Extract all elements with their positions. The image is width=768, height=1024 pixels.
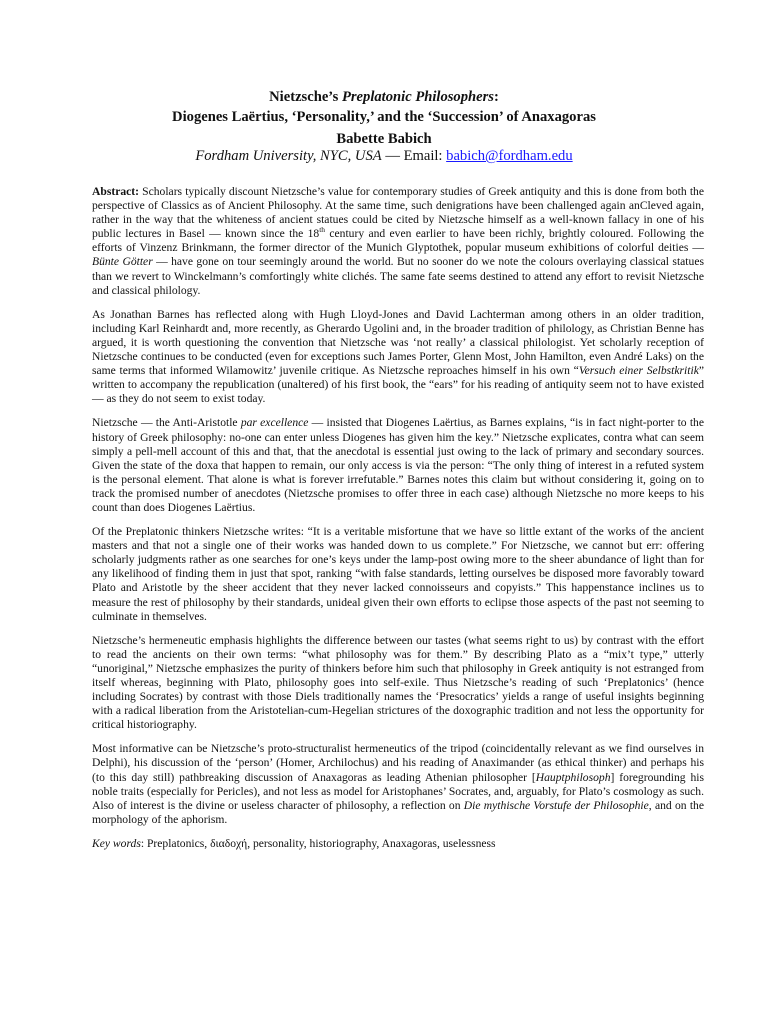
abstract-paragraph-2	[92, 308, 704, 407]
title-book-name: Preplatonic Philosophers	[341, 89, 494, 105]
author-affiliation	[60, 146, 708, 166]
italic-term: Versuch einer Selbstkritik	[578, 364, 699, 378]
abstract-paragraph-5: Nietzsche’s hermeneutic emphasis highlights the difference between our tastes (what seems right to us) by contrast with the effort to read the ancients on their own terms: “what philosophy was for them.” By describing Plato as a “mix’t type,” utterly “unoriginal,” Nietzsche emphasizes the purity of thinkers before him such that philosophy in Greek antiquity is not estranged from itself whereas, beginning with Plato, philosophy goes into self-exile. Thus Nietzsche’s reading of such ‘Preplatonics’ (hence including Socrates) by contrast with those Diels traditionally names the ‘Presocratics’ yields a range of useful insights beginning with a radical liberation from the Aristotelian-cum-Hegelian strictures of the doxographic tradition and not less the opportunity for critical historiography.	[92, 633, 704, 732]
italic-term: Die mythische Vorstufe der Philosophie	[463, 798, 649, 812]
abstract-label: Abstract:	[92, 185, 140, 198]
email-prefix: — Email:	[381, 148, 447, 164]
italic-term: Hauptphilosoph	[535, 770, 611, 784]
keywords-line	[92, 837, 704, 851]
abstract-text: Most informative can be Nietzsche’s proto-structuralist hermeneutics of the tripod (coincidentally relevant as we find ourselves in Delphi), his discussion of the ‘person’ (Homer, Archilochus) and his reading of Anaximander (as ethical thinker) and perhaps his (to this day still) pathbreaking discussion of Anaxagoras as leading Athenian philosopher [	[92, 742, 704, 784]
abstract-text: , and on the morphology of the aphorism.	[92, 798, 704, 826]
abstract-text: Nietzsche — the Anti-Aristotle	[92, 416, 241, 430]
paper-title	[60, 87, 708, 127]
superscript-th: th	[319, 225, 326, 235]
title-line-1	[60, 87, 708, 107]
title-line-2: Diogenes Laërtius, ‘Personality,’ and the ‘Succession’ of Anaxagoras	[172, 109, 596, 125]
title-colon: :	[493, 89, 499, 105]
keywords-label: Key words	[92, 836, 141, 850]
abstract-paragraph-4: Of the Preplatonic thinkers Nietzsche writes: “It is a veritable misfortune that we have so little extant of the works of the ancient masters and that not a single one of their works was handed down to us complete.” For Nietzsche, we cannot but err: offering scholarly judgments rather as one searches for one’s keys under the lamp-post owing more to the sheer abundance of light than for any likelihood of finding them in just that spot, ranking “with false standards, letting ourselves be disposed more favorably toward Plato and Aristotle by the sheer accident that they never lacked connoisseurs and copyists.” This happenstance inclines us to measure the rest of philosophy by their standards, unideal given their own efforts to eclipse those aspects of the past not seeming to culminate in themselves.	[92, 525, 704, 623]
abstract-text: ” written to accompany the republication (unaltered) of his first book, the “ears” for his reading of antiquity seem not to have existed — as they do not seem to exist today.	[92, 364, 705, 406]
author-name: Babette Babich	[336, 131, 432, 147]
italic-term: par excellence	[240, 416, 309, 430]
abstract-text: century and even earlier to have been richly, brightly coloured. Following the efforts of Vinzenz Brinkmann, the former director of the Munich Glyptothek, popular museum exhibitions of colorful deities —	[92, 227, 704, 255]
abstract-body	[92, 185, 704, 861]
abstract-paragraph-6	[92, 742, 704, 827]
institution: Fordham University, NYC, USA	[195, 148, 382, 164]
abstract-paragraph-1	[92, 185, 704, 298]
email-link[interactable]: babich@fordham.edu	[446, 148, 573, 164]
title-author-possessive: Nietzsche’s	[269, 89, 342, 105]
abstract-text: As Jonathan Barnes has reflected along with Hugh Lloyd-Jones and David Lachterman among others in an older tradition, including Karl Reinhardt and, more recently, as Gherardo Ugolini and, in the broader tradition of philology, as Christian Benne has argued, it is worth questioning the convention that Nietzsche was ‘not really’ a classical philologist. Yet scholarly reception of Nietzsche continues to be conducted (even for exceptions such James Porter, Glenn Most, John Hamilton, even André Laks) on the same terms that informed Wilamowitz’ juvenile critique. As Nietzsche reproaches himself in his own “	[92, 307, 704, 378]
keywords-list: : Preplatonics, διαδοχή, personality, historiography, Anaxagoras, uselessness	[140, 836, 496, 850]
abstract-text: Scholars typically discount Nietzsche’s value for contemporary studies of Greek antiquity and this is done from both the perspective of Classics as of Ancient Philosophy. At the same time, such denigrations have been challenged again anCleved again, rather in the way that the whiteness of ancient statues could be cited by Nietzsche himself as a well-known fallacy in one of his public lectures in Basel — known since the 18	[92, 185, 704, 241]
abstract-text: ] foregrounding his noble traits (especially for Pericles), and not less as model for Aristophanes’ Socrates, and, arguably, for Plato’s cosmology as such. Also of interest is the divine or useless character of philosophy, a reflection on	[92, 770, 704, 812]
italic-term: Bünte Götter	[92, 255, 153, 269]
abstract-text: — insisted that Diogenes Laërtius, as Barnes explains, “is in fact night-porter to the history of Greek philosophy: no-one can enter unless Diogenes has given him the key.” Nietzsche explicates, contra what can seem simply a pell-mell account of this and that, that the anecdotal is essential just owing to the lack of primary and secondary sources. Given the state of the doxa that happen to remain, our only access is via the person: “The only thing of interest in a refuted system is the personal element. That alone is what is forever irrefutable.” Barnes notes this claim but without considering it, going on to track the promised number of anecdotes (Nietzsche promises to offer three in each case) although Nietzsche no more keeps to his count than does Diogenes Laërtius.	[92, 416, 705, 514]
abstract-text: — have gone on tour seemingly around the world. But no sooner do we note the colours overlaying classical statues than we revert to Winckelmann’s comfortingly white clichés. The same fate seems destined to attend any effort to revisit Nietzsche and classical philology.	[92, 255, 704, 297]
abstract-paragraph-3	[92, 416, 704, 515]
